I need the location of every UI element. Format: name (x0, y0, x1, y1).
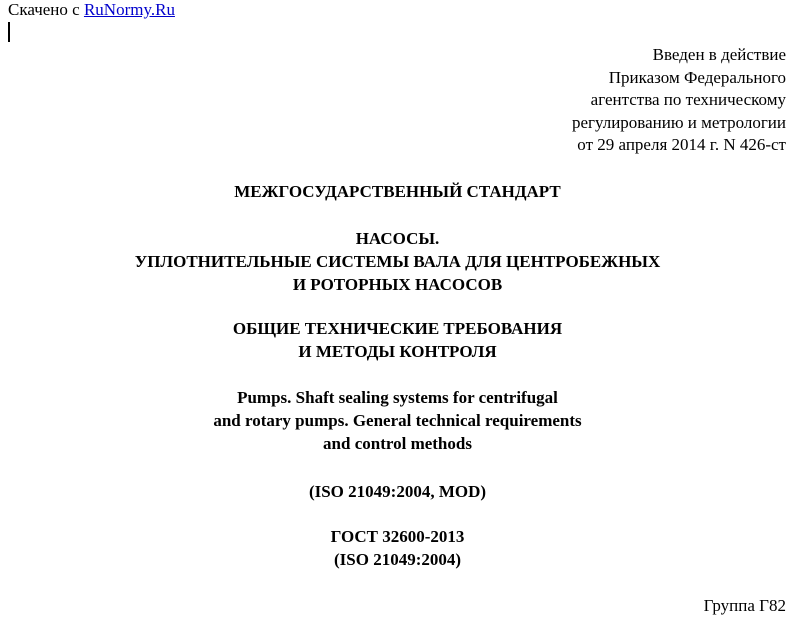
english-title-line: and rotary pumps. General technical requirements (213, 411, 582, 430)
iso-number: (ISO 21049:2004) (333, 550, 462, 569)
download-source-prefix: Скачено с (8, 0, 80, 19)
english-title-line: Pumps. Shaft sealing systems for centrifugal (237, 388, 558, 407)
text-cursor (8, 22, 10, 42)
russian-subtitle (0, 317, 790, 363)
introduction-line: регулированию и метрологии (571, 112, 786, 132)
interstate-standard-text: МЕЖГОСУДАРСТВЕННЫЙ СТАНДАРТ (234, 182, 561, 201)
introduction-block (572, 44, 786, 157)
russian-subtitle-line: ОБЩИЕ ТЕХНИЧЕСКИЕ ТРЕБОВАНИЯ (232, 319, 563, 338)
classification-group: Группа Г82 (703, 596, 786, 615)
russian-subtitle-line: И МЕТОДЫ КОНТРОЛЯ (298, 342, 497, 361)
iso-equivalence-text: (ISO 21049:2004, MOD) (308, 482, 487, 501)
russian-title-line: НАСОСЫ. (355, 229, 440, 248)
russian-title-line: И РОТОРНЫХ НАСОСОВ (292, 275, 503, 294)
standard-designation (0, 525, 790, 571)
introduction-line: Приказом Федерального (608, 67, 786, 87)
russian-title (0, 227, 790, 296)
russian-title-line: УПЛОТНИТЕЛЬНЫЕ СИСТЕМЫ ВАЛА ДЛЯ ЦЕНТРОБЕЖНЫХ (134, 252, 661, 271)
introduction-line: Введен в действие (652, 45, 786, 64)
runormy-link[interactable]: RuNormy.Ru (83, 0, 175, 19)
english-title-line: and control methods (323, 434, 472, 453)
download-source-line (8, 0, 175, 20)
gost-number: ГОСТ 32600-2013 (330, 527, 465, 546)
iso-equivalence (0, 480, 790, 503)
interstate-standard-heading (0, 180, 790, 203)
introduction-line: от 29 апреля 2014 г. N 426-ст (577, 135, 786, 154)
english-title (0, 386, 790, 455)
introduction-line: агентства по техническому (590, 90, 786, 109)
